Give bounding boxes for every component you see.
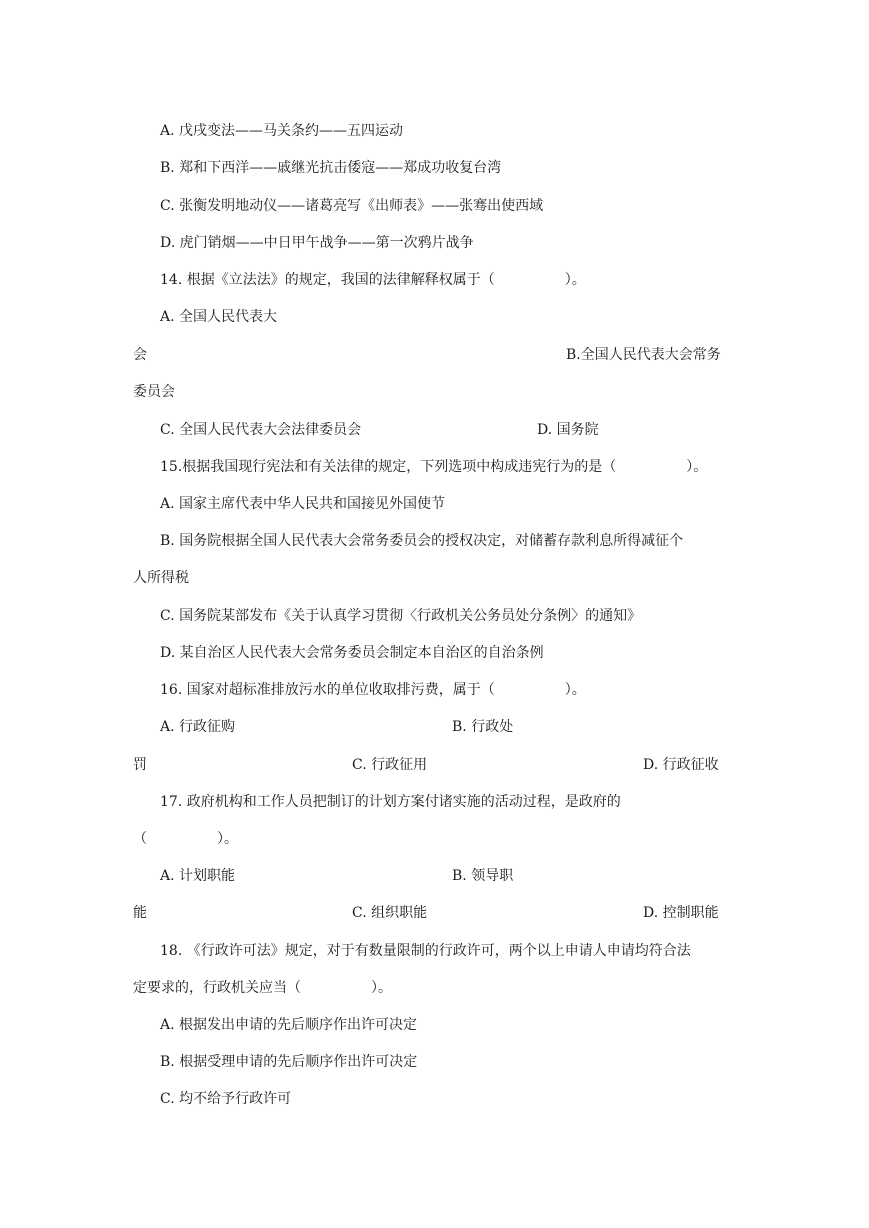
option-line: C. 行政征用 <box>352 757 428 773</box>
question-18-cont: 定要求的，行政机关应当（ ）。 <box>133 980 392 996</box>
option-line: A. 计划职能 <box>160 868 236 884</box>
option-line: D. 虎门销烟——中日甲午战争——第一次鸦片战争 <box>160 235 474 251</box>
option-line: A. 国家主席代表中华人民共和国接见外国使节 <box>160 496 446 512</box>
option-line: D. 国务院 <box>537 422 599 438</box>
option-line: 能 <box>133 905 147 921</box>
option-line: C. 张衡发明地动仪——诸葛亮写《出师表》——张骞出使西域 <box>160 198 544 214</box>
option-line: B. 国务院根据全国人民代表大会常务委员会的授权决定，对储蓄存款利息所得减征个 <box>160 533 684 549</box>
option-line: B. 郑和下西洋——戚继光抗击倭寇——郑成功收复台湾 <box>160 160 502 176</box>
option-line: A. 行政征购 <box>160 719 236 735</box>
option-line: C. 均不给予行政许可 <box>160 1091 292 1107</box>
option-line: C. 全国人民代表大会法律委员会 <box>160 422 362 438</box>
question-17-blank: （ ）。 <box>133 831 238 847</box>
option-line: A. 全国人民代表大 <box>160 309 278 325</box>
option-line: 人所得税 <box>133 570 189 586</box>
option-line: B. 领导职 <box>452 868 514 884</box>
option-line: 委员会 <box>133 384 175 400</box>
option-line: D. 控制职能 <box>643 905 719 921</box>
option-line: 罚 <box>133 757 147 773</box>
option-line: B. 根据受理申请的先后顺序作出许可决定 <box>160 1054 418 1070</box>
question-14: 14. 根据《立法法》的规定，我国的法律解释权属于（ ）。 <box>160 272 586 288</box>
question-16: 16. 国家对超标准排放污水的单位收取排污费，属于（ ）。 <box>160 682 586 698</box>
option-line: 会 <box>133 347 147 363</box>
option-line: B.全国人民代表大会常务 <box>566 347 721 363</box>
option-line: A. 根据发出申请的先后顺序作出许可决定 <box>160 1017 418 1033</box>
question-17: 17. 政府机构和工作人员把制订的计划方案付诸实施的活动过程，是政府的 <box>160 794 621 810</box>
option-line: D. 某自治区人民代表大会常务委员会制定本自治区的自治条例 <box>160 645 544 661</box>
option-line: D. 行政征收 <box>643 757 719 773</box>
option-line: A. 戊戌变法——马关条约——五四运动 <box>160 123 404 139</box>
option-line: C. 组织职能 <box>352 905 428 921</box>
question-18: 18. 《行政许可法》规定，对于有数量限制的行政许可，两个以上申请人申请均符合法 <box>160 943 691 959</box>
option-line: C. 国务院某部发布《关于认真学习贯彻〈行政机关公务员处分条例〉的通知》 <box>160 608 642 624</box>
option-line: B. 行政处 <box>452 719 514 735</box>
question-15: 15.根据我国现行宪法和有关法律的规定，下列选项中构成违宪行为的是（ ）。 <box>160 459 708 475</box>
